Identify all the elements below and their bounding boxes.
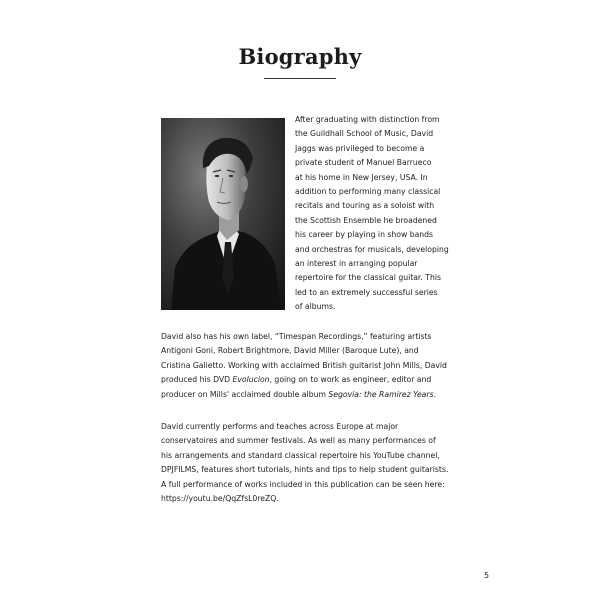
text-line: and orchestras for musicals, developing — [295, 244, 449, 254]
text-line: his career by playing in show bands — [295, 230, 434, 240]
text-line: conservatoires and summer festivals. As well as many performances of — [161, 436, 436, 446]
text-line: A full performance of works included in this publication can be seen here: — [161, 479, 445, 489]
portrait-photo — [161, 118, 285, 310]
text-line: the Guildhall School of Music, David — [295, 129, 434, 139]
label-paragraph — [161, 330, 451, 402]
text-fragment: , going on to work as engineer, editor and — [269, 375, 432, 385]
text-fragment: producer on Mills' acclaimed double album — [161, 389, 329, 399]
title-underline — [264, 78, 336, 79]
text-line: Antigoni Goni, Robert Brightmore, David Miller (Baroque Lute), and — [161, 346, 419, 356]
text-line: Jaggs was privileged to become a — [295, 143, 425, 153]
page-number: 5 — [484, 571, 490, 580]
text-line: the Scottish Ensemble he broadened — [295, 215, 437, 225]
text-line — [161, 373, 451, 387]
album-title: Segovia: the Ramirez Years — [328, 389, 434, 399]
text-line: repertoire for the classical guitar. This — [295, 273, 441, 283]
text-line: of albums. — [295, 302, 336, 312]
performance-paragraph — [161, 420, 451, 506]
dvd-title: Evolucion — [232, 375, 270, 385]
text-fragment: produced his DVD — [161, 375, 233, 385]
text-line: David currently performs and teaches across Europe at major — [161, 422, 399, 431]
text-line: After graduating with distinction from — [295, 115, 440, 124]
youtube-link[interactable]: https://youtu.be/QqZfsL0reZQ. — [161, 494, 279, 504]
text-line: his arrangements and standard classical repertoire his YouTube channel, — [161, 450, 440, 460]
text-line: David also has his own label, “Timespan Recordings,” featuring artists — [161, 332, 432, 341]
text-line: DPJFILMS, features short tutorials, hints and tips to help student guitarists. — [161, 465, 449, 475]
intro-paragraph — [295, 113, 455, 315]
text-line: recitals and touring as a soloist with — [295, 201, 435, 211]
text-line: private student of Manuel Barrueco — [295, 158, 432, 168]
text-line — [161, 388, 451, 402]
text-line: led to an extremely successful series — [295, 287, 438, 297]
page-title: Biography — [238, 44, 362, 69]
text-line: an interest in arranging popular — [295, 259, 418, 269]
text-line: at his home in New Jersey, USA. In — [295, 172, 428, 182]
text-line: addition to performing many classical — [295, 187, 441, 197]
text-fragment: . — [433, 389, 437, 399]
text-line: Cristina Galietto. Working with acclaimed British guitarist John Mills, David — [161, 360, 447, 370]
